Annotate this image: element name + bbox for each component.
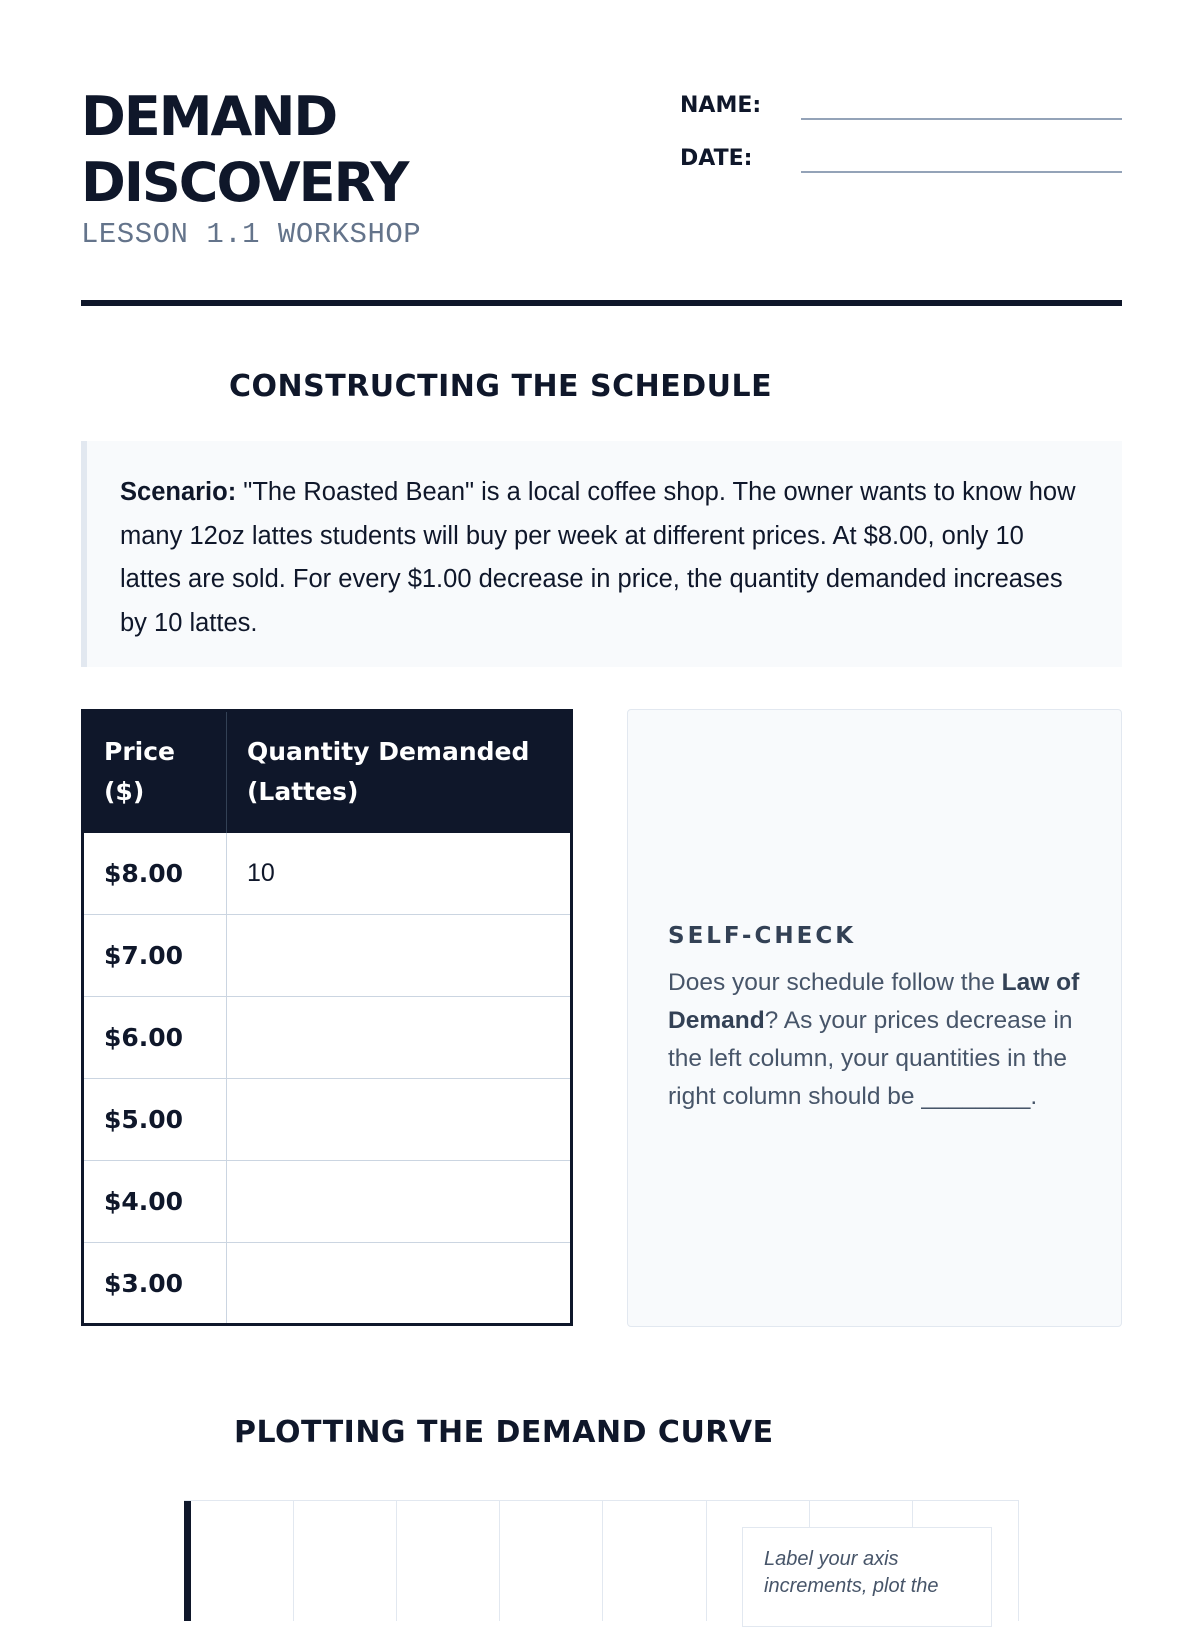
- grid-line: [602, 1501, 603, 1621]
- table-row: [83, 1243, 572, 1325]
- table-header-row: [83, 711, 572, 833]
- section-heading-schedule: CONSTRUCTING THE SCHEDULE: [229, 369, 773, 404]
- table-row: [83, 915, 572, 997]
- name-line[interactable]: [801, 118, 1122, 120]
- scenario-text: "The Roasted Bean" is a local coffee shop. The owner wants to know how many 12oz lattes students will buy per week at different prices. At $8.00, only 10 lattes are sold. For every $1.00 decrease in price, the quantity demanded increases by 10 lattes.: [120, 478, 1076, 637]
- demand-schedule-table: [81, 709, 573, 1326]
- price-cell: $6.00: [83, 997, 227, 1079]
- self-check-title: SELF-CHECK: [668, 923, 857, 949]
- title-line-2: DISCOVERY: [81, 151, 408, 214]
- quantity-cell[interactable]: [227, 1243, 572, 1325]
- quantity-cell[interactable]: [227, 915, 572, 997]
- quantity-cell[interactable]: [227, 1161, 572, 1243]
- table-row: [83, 1079, 572, 1161]
- name-label: NAME:: [680, 93, 762, 118]
- name-field[interactable]: [680, 80, 1122, 120]
- grid-line: [499, 1501, 500, 1621]
- scenario-box: [81, 441, 1122, 667]
- price-cell: $8.00: [83, 833, 227, 915]
- price-cell: $4.00: [83, 1161, 227, 1243]
- quantity-column-header: Quantity Demanded (Lattes): [227, 711, 572, 833]
- price-cell: $7.00: [83, 915, 227, 997]
- date-line[interactable]: [801, 171, 1122, 173]
- price-axis: [184, 1501, 191, 1621]
- grid-line: [706, 1501, 707, 1621]
- date-field[interactable]: [680, 133, 1122, 173]
- self-check-box: [627, 709, 1122, 1327]
- law-of-demand-term: Law of Demand: [668, 969, 1080, 1034]
- price-cell: $3.00: [83, 1243, 227, 1325]
- table-row: [83, 1161, 572, 1243]
- worksheet-title: [81, 84, 407, 216]
- self-check-text: Does your schedule follow the Law of Demand? As your prices decrease in the left column, your quantities in the right column should be ________.: [668, 969, 1080, 1110]
- title-line-1: DEMAND: [81, 85, 337, 148]
- price-column-header: Price ($): [83, 711, 227, 833]
- table-row: [83, 997, 572, 1079]
- section-heading-plotting: PLOTTING THE DEMAND CURVE: [234, 1415, 774, 1450]
- grid-line: [293, 1501, 294, 1621]
- quantity-cell[interactable]: [227, 997, 572, 1079]
- date-label: DATE:: [680, 146, 753, 171]
- scenario-label: Scenario:: [120, 478, 237, 506]
- plot-instructions-note: Label your axis increments, plot the: [742, 1527, 992, 1627]
- grid-line: [1018, 1501, 1019, 1621]
- grid-line: [396, 1501, 397, 1621]
- lesson-subtitle: LESSON 1.1 WORKSHOP: [81, 218, 422, 251]
- quantity-cell[interactable]: [227, 1079, 572, 1161]
- header-divider: [81, 300, 1122, 306]
- table-row: [83, 833, 572, 915]
- price-cell: $5.00: [83, 1079, 227, 1161]
- quantity-cell[interactable]: 10: [227, 833, 572, 915]
